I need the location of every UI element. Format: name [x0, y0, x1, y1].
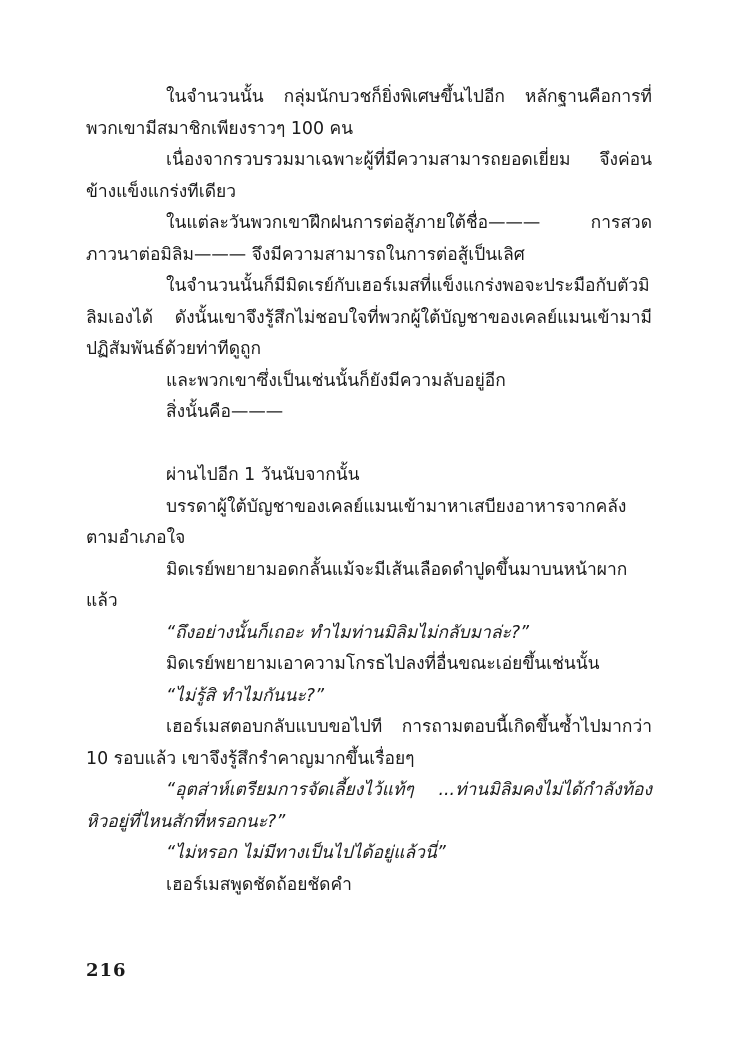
paragraph: เนื่องจากรวบรวมมาเฉพาะผู้ที่มีความสามารถยอดเยี่ยม จึงค่อนข้างแข็งแกร่งทีเดียว	[86, 150, 652, 202]
paragraph: ในแต่ละวันพวกเขาฝึกฝนการต่อสู้ภายใต้ชื่อ——— การสวดภาวนาต่อมิลิม——— จึงมีความสามารถในการต่อสู้เป็นเลิศ	[86, 213, 652, 265]
paragraph: มิดเรย์พยายามอดกลั้นแม้จะมีเส้นเลือดดำปูดขึ้นมาบนหน้าผากแล้ว	[86, 559, 628, 611]
paragraph: สิ่งนั้นคือ———	[166, 402, 284, 422]
dialogue-line: “ไม่รู้สิ ทำไมกันนะ?”	[166, 685, 325, 706]
paragraph: มิดเรย์พยายามเอาความโกรธไปลงที่อื่นขณะเอ่ยขึ้นเช่นนั้น	[166, 654, 600, 674]
paragraph: ในจำนวนนั้นก็มีมิดเรย์กับเฮอร์เมสที่แข็งแกร่งพอจะประมือกับตัวมิลิมเองได้ ดังนั้นเขาจึงรู้สึกไม่ชอบใจที่พวกผู้ใต้บัญชาของเคลย์แมนเข้ามามีปฏิสัมพันธ์ด้วยท่าทีดูถูก	[86, 276, 652, 359]
page-body	[86, 82, 652, 901]
paragraph: บรรดาผู้ใต้บัญชาของเคลย์แมนเข้ามาหาเสบียงอาหารจากคลังตามอำเภอใจ	[86, 496, 627, 548]
dialogue-line: “ถึงอย่างนั้นก็เถอะ ทำไมท่านมิลิมไม่กลับมาล่ะ?”	[166, 622, 530, 643]
paragraph: และพวกเขาซึ่งเป็นเช่นนั้นก็ยังมีความลับอยู่อีก	[166, 370, 506, 391]
dialogue-line: “อุตส่าห์เตรียมการจัดเลี้ยงไว้แท้ๆ ...ท่านมิลิมคงไม่ได้กำลังท้องหิวอยู่ที่ไหนสักที่หรอกนะ?”	[86, 780, 652, 832]
paragraph: ในจำนวนนั้น กลุ่มนักบวชก็ยิ่งพิเศษขึ้นไปอีก หลักฐานคือการที่พวกเขามีสมาชิกเพียงราวๆ 100 คน	[86, 87, 652, 139]
page-number: 216	[86, 960, 127, 981]
paragraph: เฮอร์เมสตอบกลับแบบขอไปที การถามตอบนี้เกิดขึ้นซ้ำไปมากว่า 10 รอบแล้ว เขาจึงรู้สึกรำคาญมากขึ้นเรื่อยๆ	[86, 717, 652, 769]
dialogue-line: “ไม่หรอก ไม่มีทางเป็นไปได้อยู่แล้วนี่”	[166, 843, 446, 863]
paragraph: ผ่านไปอีก 1 วันนับจากนั้น	[166, 465, 360, 485]
paragraph: เฮอร์เมสพูดชัดถ้อยชัดคำ	[166, 874, 352, 895]
section-break	[86, 429, 652, 461]
